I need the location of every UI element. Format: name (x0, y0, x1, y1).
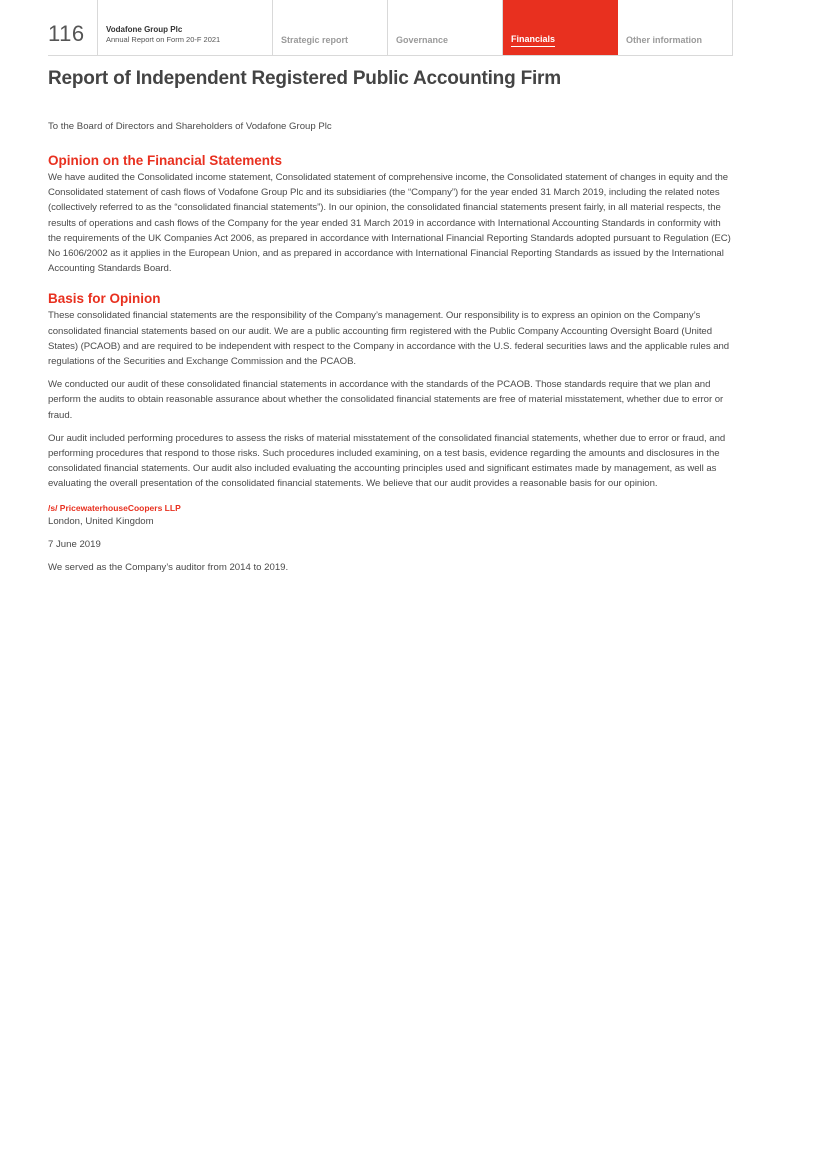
company-name: Vodafone Group Plc (106, 25, 183, 34)
page-header (48, 0, 733, 56)
opinion-paragraph: We have audited the Consolidated income statement, Consolidated statement of comprehensive income, the Consolidated statement of changes in equity and the Consolidated statement of cash flows of Vodafone Group Plc and its subsidiaries (the “Company”) for the year ended 31 March 2019, including the related notes (collectively referred to as the “consolidated financial statements”). In our opinion, the consolidated financial statements present fairly, in all material respects, the results of operations and cash flows of the Company for the year ended 31 March 2019 in accordance with International Accounting Standards in conformity with the requirements of the UK Companies Act 2006, as prepared in accordance with International Financial Reporting Standards adopted pursuant to Regulation (EC) No 1606/2002 as it applies in the European Union, and as prepared in accordance with International Financial Reporting Standards as issued by the International Accounting Standards Board. (48, 172, 731, 275)
tab-financials[interactable] (503, 0, 618, 55)
basis-paragraph-2: We conducted our audit of these consolidated financial statements in accordance with the standards of the PCAOB. Those standards require that we plan and perform the audits to obtain reasonable assurance about whether the consolidated financial statements are free of material misstatement, whether due to error or fraud. (48, 379, 724, 421)
tab-other-information[interactable] (618, 0, 733, 55)
basis-paragraph-3: Our audit included performing procedures to assess the risks of material misstatement of the consolidated financial statements, whether due to error or fraud, and performing procedures that respond to those risks. Such procedures included examining, on a test basis, evidence regarding the amounts and disclosures in the consolidated financial statements. Our audit also included evaluating the accounting principles used and significant estimates made by management, as well as evaluating the overall presentation of the consolidated financial statements. We believe that our audit provides a reasonable basis for our opinion. (48, 432, 726, 490)
auditor-tenure: We served as the Company’s auditor from 2014 to 2019. (48, 561, 289, 573)
report-subtitle: Annual Report on Form 20-F 2021 (106, 35, 221, 44)
tab-governance[interactable] (388, 0, 503, 55)
signature-location: London, United Kingdom (48, 515, 154, 527)
auditor-signature: /s/ PricewaterhouseCoopers LLP (48, 502, 181, 513)
main-content (48, 66, 733, 575)
company-block (98, 0, 273, 55)
tab-strategic-report[interactable] (273, 0, 388, 55)
tab-financials-label: Financials (511, 34, 555, 47)
tab-other-information-label: Other information (626, 35, 702, 45)
salutation: To the Board of Directors and Shareholders of Vodafone Group Plc (48, 121, 332, 132)
page-title: Report of Independent Registered Public Accounting Firm (48, 68, 561, 89)
opinion-heading: Opinion on the Financial Statements (48, 153, 283, 168)
basis-heading: Basis for Opinion (48, 291, 161, 307)
tab-governance-label: Governance (396, 35, 449, 45)
page-number: 116 (48, 0, 98, 55)
signature-date: 7 June 2019 (48, 538, 101, 550)
tab-strategic-report-label: Strategic report (281, 35, 349, 45)
basis-paragraph-1: These consolidated financial statements are the responsibility of the Company’s management. Our responsibility is to express an opinion on the Company’s consolidated financial statements based on our audit. We are a public accounting firm registered with the Public Company Accounting Oversight Board (United States) (PCAOB) and are required to be independent with respect to the Company in accordance with the U.S. federal securities laws and the applicable rules and regulations of the Securities and Exchange Commission and the PCAOB. (48, 310, 730, 368)
